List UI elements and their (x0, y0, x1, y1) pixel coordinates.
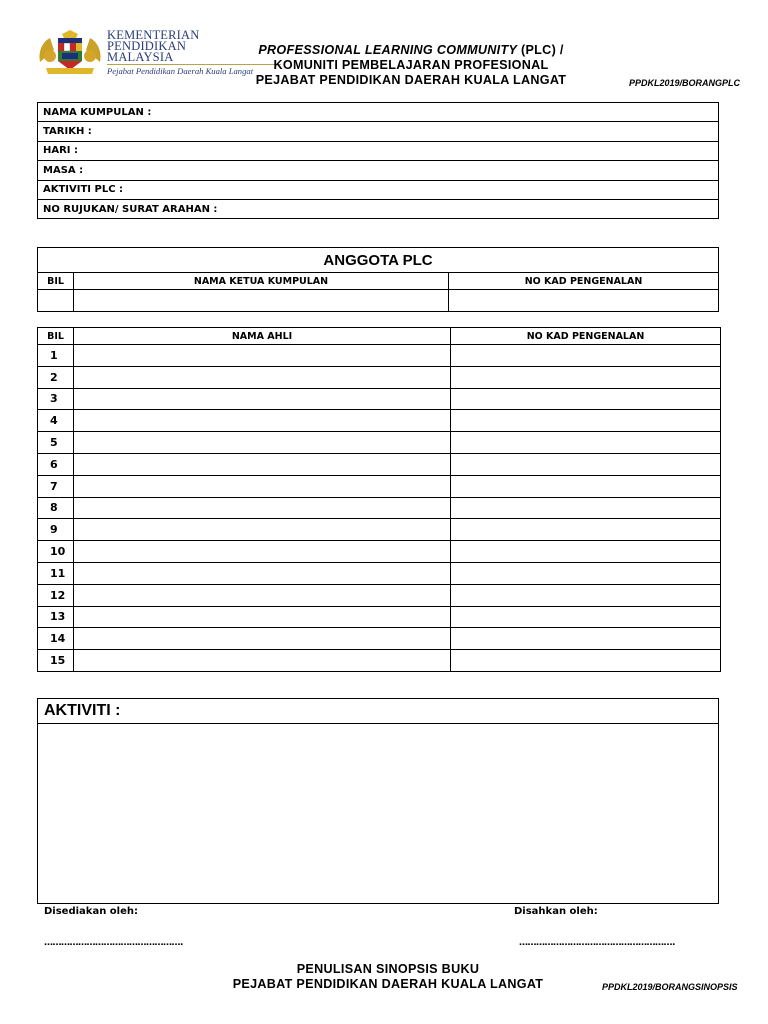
row-number: 6 (38, 453, 74, 475)
coat-of-arms-icon (36, 28, 104, 78)
table-row (38, 388, 721, 410)
ministry-line-2: PENDIDIKAN (107, 39, 187, 53)
table-row (38, 628, 721, 650)
info-table (37, 102, 719, 219)
footer-line-2: PEJABAT PENDIDIKAN DAERAH KUALA LANGAT (232, 977, 544, 991)
row-number: 10 (38, 541, 74, 563)
row-number: 11 (38, 562, 74, 584)
row-number: 2 (38, 366, 74, 388)
title-line-1 (220, 43, 602, 58)
ahli-nama-cell[interactable] (74, 497, 451, 519)
table-row (38, 453, 721, 475)
field-nama-kumpulan[interactable]: NAMA KUMPULAN : (38, 103, 719, 122)
ahli-nama-cell[interactable] (74, 345, 451, 367)
aktiviti-table (37, 698, 719, 904)
anggota-heading: ANGGOTA PLC (38, 248, 719, 273)
ahli-nama-cell[interactable] (74, 475, 451, 497)
ahli-nama-cell[interactable] (74, 584, 451, 606)
title-italic-part: PROFESSIONAL LEARNING COMMUNITY (258, 43, 518, 57)
ahli-nama-cell[interactable] (74, 541, 451, 563)
ketua-nama-cell[interactable] (74, 290, 449, 312)
row-number: 14 (38, 628, 74, 650)
ahli-nama-cell[interactable] (74, 432, 451, 454)
ahli-kp-cell[interactable] (451, 650, 721, 672)
field-tarikh[interactable]: TARIKH : (38, 122, 719, 141)
ahli-col-nama: NAMA AHLI (74, 328, 451, 345)
title-rest-part: (PLC) / (517, 43, 564, 57)
row-number: 12 (38, 584, 74, 606)
ahli-kp-cell[interactable] (451, 475, 721, 497)
form-title (220, 43, 602, 88)
ahli-nama-cell[interactable] (74, 388, 451, 410)
ahli-nama-cell[interactable] (74, 606, 451, 628)
row-number: 1 (38, 345, 74, 367)
ministry-logo (36, 26, 254, 80)
ahli-kp-cell[interactable] (451, 453, 721, 475)
ketua-bil-cell[interactable] (38, 290, 74, 312)
ahli-kp-cell[interactable] (451, 410, 721, 432)
ahli-kp-cell[interactable] (451, 562, 721, 584)
ahli-kp-cell[interactable] (451, 519, 721, 541)
approved-by-label: Disahkan oleh: (514, 906, 598, 917)
col-bil: BIL (38, 273, 74, 290)
ahli-nama-cell[interactable] (74, 628, 451, 650)
ahli-rows (38, 345, 721, 672)
ahli-kp-cell[interactable] (451, 345, 721, 367)
ahli-kp-cell[interactable] (451, 584, 721, 606)
title-line-2: KOMUNITI PEMBELAJARAN PROFESIONAL (273, 58, 549, 72)
field-hari[interactable]: HARI : (38, 141, 719, 160)
col-nama-ketua: NAMA KETUA KUMPULAN (74, 273, 449, 290)
table-row (38, 584, 721, 606)
table-row (38, 519, 721, 541)
row-number: 9 (38, 519, 74, 541)
ahli-kp-cell[interactable] (451, 366, 721, 388)
ahli-nama-cell[interactable] (74, 366, 451, 388)
field-no-rujukan[interactable]: NO RUJUKAN/ SURAT ARAHAN : (38, 199, 719, 218)
row-number: 5 (38, 432, 74, 454)
footer-line-1: PENULISAN SINOPSIS BUKU (296, 962, 480, 976)
ahli-kp-cell[interactable] (451, 628, 721, 650)
anggota-table (37, 247, 719, 312)
title-line-3: PEJABAT PENDIDIKAN DAERAH KUALA LANGAT (255, 73, 567, 87)
form-code-sinopsis: PPDKL2019/BORANGSINOPSIS (602, 982, 738, 992)
ministry-name (107, 30, 199, 63)
table-row (38, 650, 721, 672)
ahli-table (37, 327, 721, 672)
table-row (38, 345, 721, 367)
table-row (38, 606, 721, 628)
ahli-nama-cell[interactable] (74, 453, 451, 475)
row-number: 8 (38, 497, 74, 519)
table-row (38, 475, 721, 497)
row-number: 4 (38, 410, 74, 432)
row-number: 3 (38, 388, 74, 410)
prepared-by-label: Disediakan oleh: (44, 906, 138, 917)
form-code-plc: PPDKL2019/BORANGPLC (629, 78, 741, 88)
ahli-kp-cell[interactable] (451, 606, 721, 628)
ketua-kp-cell[interactable] (449, 290, 719, 312)
col-no-kp: NO KAD PENGENALAN (449, 273, 719, 290)
ahli-nama-cell[interactable] (74, 650, 451, 672)
aktiviti-body[interactable] (38, 724, 719, 904)
row-number: 15 (38, 650, 74, 672)
row-number: 13 (38, 606, 74, 628)
row-number: 7 (38, 475, 74, 497)
ahli-kp-cell[interactable] (451, 541, 721, 563)
prepared-by-signature-line[interactable]: …………………………………………. (44, 938, 183, 948)
table-row (38, 562, 721, 584)
footer-title (200, 962, 576, 992)
field-masa[interactable]: MASA : (38, 161, 719, 180)
table-row (38, 366, 721, 388)
aktiviti-heading: AKTIVITI : (38, 699, 719, 724)
ministry-line-3: MALAYSIA (107, 50, 174, 64)
ahli-col-no-kp: NO KAD PENGENALAN (451, 328, 721, 345)
ahli-nama-cell[interactable] (74, 410, 451, 432)
ahli-col-bil: BIL (38, 328, 74, 345)
ahli-nama-cell[interactable] (74, 519, 451, 541)
office-tagline: Pejabat Pendidikan Daerah Kuala Langat (107, 66, 254, 76)
ministry-line-1: KEMENTERIAN (107, 28, 200, 42)
ahli-nama-cell[interactable] (74, 562, 451, 584)
table-row (38, 497, 721, 519)
approved-by-signature-line[interactable]: ………………………………………………. (519, 938, 675, 948)
ahli-kp-cell[interactable] (451, 497, 721, 519)
table-row (38, 410, 721, 432)
table-row (38, 541, 721, 563)
ahli-kp-cell[interactable] (451, 388, 721, 410)
field-aktiviti-plc[interactable]: AKTIVITI PLC : (38, 180, 719, 199)
table-row (38, 432, 721, 454)
ahli-kp-cell[interactable] (451, 432, 721, 454)
